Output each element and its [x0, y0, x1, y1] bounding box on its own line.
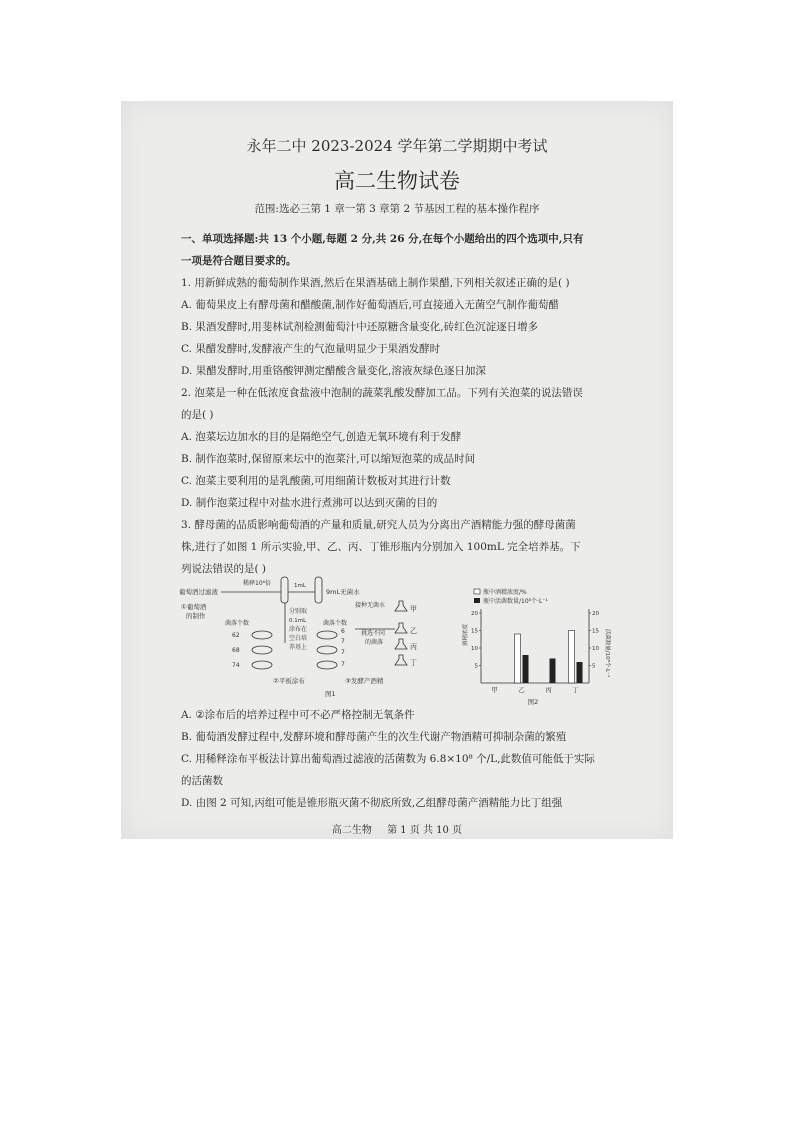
section-heading-line1: 一、单项选择题:共 13 个小题,每题 2 分,共 26 分,在每个小题给出的四个选项中,只有 [181, 233, 584, 245]
y-axis-label-right: 活菌数量/10⁸个·L⁻¹ [604, 628, 610, 678]
q1-option-a: A. 葡萄果皮上有酵母菌和醋酸菌,制作好葡萄酒后,可直接通入无菌空气制作葡萄醋 [181, 299, 559, 311]
fig1-spread-3: 空白培 [289, 635, 308, 642]
q2-option-b: B. 制作泡菜时,保留原来坛中的泡菜汁,可以缩短泡菜的成品时间 [181, 453, 476, 465]
fig1-tube-2 [315, 577, 322, 603]
fig1-flask-label-2: 丙 [410, 643, 417, 651]
fig1-count-2: 74 [232, 662, 240, 669]
fig1-count-1: 68 [232, 647, 240, 654]
q2-option-d: D. 制作泡菜过程中对盐水进行煮沸可以达到灭菌的目的 [181, 497, 438, 509]
exam-subtitle: 高二生物试卷 [334, 169, 460, 193]
fig1-spread-4: 养基上 [289, 644, 308, 651]
fig1-caption: 图1 [325, 690, 336, 698]
fig1-flask-1 [395, 601, 407, 611]
figure-2-chart [459, 583, 609, 707]
y-tick-label-right: 10 [592, 646, 599, 652]
fig1-count2-0: 6 [341, 628, 345, 635]
fig1-spread-0: 分别取 [289, 608, 308, 615]
fig1-flask-label-0: 甲 [410, 605, 417, 613]
fig1-pick-line2: 的菌落 [365, 639, 384, 646]
fig1-step1-line1: ①葡萄酒 [181, 603, 207, 611]
y-tick-label-left: 15 [471, 628, 478, 635]
fig1-plate-2 [252, 646, 272, 654]
fig1-pick-line1: 挑选不同 [361, 630, 386, 637]
q3-option-b: B. 葡萄酒发酵过程中,发酵环境和酵母菌产生的次生代谢产物酒精可抑制杂菌的繁殖 [181, 731, 567, 743]
fig1-count2-1: 7 [341, 638, 345, 645]
footer-page-number: 第 1 页 共 10 页 [387, 825, 463, 836]
exam-page [121, 101, 673, 839]
bar-cells [550, 659, 556, 684]
fig1-step2-label: ②平板涂布 [273, 677, 305, 685]
y-tick-label-right: 5 [592, 663, 596, 670]
y-tick-label-right: 15 [592, 628, 599, 635]
y-tick-label-left: 20 [471, 611, 478, 617]
section-heading-line2: 一项是符合题目要求的。 [181, 255, 297, 267]
x-tick-label: 乙 [518, 686, 525, 694]
fig1-flask-4 [395, 655, 407, 665]
q1-option-d: D. 果醋发酵时,用重铬酸钾测定醋酸含量变化,溶液灰绿色逐日加深 [181, 365, 486, 377]
fig1-spread-1: 0.1mL [289, 618, 307, 624]
bar-alcohol [515, 634, 521, 683]
q3-stem-line1: 3. 酵母菌的品质影响葡萄酒的产量和质量,研究人员为分离出产酒精能力强的酵母菌菌 [181, 519, 576, 531]
fig1-water-label: 9mL无菌水 [326, 588, 360, 596]
q3-stem-line2: 株,进行了如图 1 所示实验,甲、乙、丙、丁锥形瓶内分别加入 100mL 完全培养基。下 [181, 541, 581, 553]
q3-option-c-line2: 的活菌数 [181, 775, 223, 787]
fig1-flask-label-3: 丁 [410, 659, 417, 667]
fig1-step1-line2: 的制作 [186, 612, 206, 620]
fig1-plate-4 [317, 631, 337, 639]
q2-option-a: A. 泡菜坛边加水的目的是隔绝空气,创造无氧环境有利于发酵 [181, 431, 462, 443]
fig1-plate-6 [317, 661, 337, 669]
exam-scope: 范围:选必三第 1 章一第 3 章第 2 节基因工程的基本操作程序 [254, 203, 540, 215]
legend-swatch-alcohol [474, 589, 480, 594]
fig1-filtrate-label: 葡萄酒过滤液 [179, 588, 218, 596]
q3-option-a: A. ②涂布后的培养过程中可不必严格控制无氧条件 [181, 709, 415, 721]
bar-cells [577, 662, 583, 683]
q2-stem-line1: 2. 泡菜是一种在低浓度食盐液中泡制的蔬菜乳酸发酵加工品。下列有关泡菜的说法错误 [181, 387, 583, 399]
fig1-inoculate-label: 接种无菌水 [355, 602, 386, 609]
fig1-count2-2: 7 [341, 649, 345, 656]
legend-label-cells: 瓶中活菌数量/10⁸个·L⁻¹ [483, 598, 548, 605]
fig1-plate-1 [252, 631, 272, 639]
y-axis-label-left: 酒精浓度 [463, 623, 469, 647]
fig1-spread-2: 涂布在 [289, 626, 308, 633]
fig1-volume-label: 1mL [294, 583, 306, 589]
q1-option-c: C. 果醋发酵时,发酵液产生的气泡量明显少于果酒发酵时 [181, 343, 441, 355]
fig1-dilute-label: 稀释10⁶倍 [243, 580, 272, 587]
y-tick-label-left: 10 [471, 646, 478, 652]
y-tick-label-right: 20 [592, 611, 599, 617]
x-tick-label: 丁 [572, 686, 579, 694]
page-footer [121, 821, 673, 836]
chart-plot-area [471, 609, 599, 694]
fig1-count-label: 菌落个数 [225, 620, 250, 627]
exam-title: 永年二中 2023-2024 学年第二学期期中考试 [246, 137, 548, 155]
fig1-flask-3 [395, 639, 407, 649]
legend-label-alcohol: 瓶中酒精浓度/% [483, 589, 527, 596]
q1-option-b: B. 果酒发酵时,用斐林试剂检测葡萄汁中还原糖含量变化,砖红色沉淀逐日增多 [181, 321, 539, 333]
legend-swatch-cells [474, 598, 480, 603]
fig1-flask-label-1: 乙 [410, 627, 417, 635]
x-tick-label: 甲 [491, 686, 498, 694]
figure-1-diagram [177, 573, 477, 701]
fig1-step3-label: ③发酵产酒精 [345, 677, 384, 685]
fig1-tube-1 [281, 577, 288, 603]
chart-caption: 图2 [527, 698, 539, 706]
fig1-count-label-2: 菌落个数 [323, 620, 348, 627]
q2-stem-line2: 的是( ) [181, 409, 214, 421]
bar-alcohol [569, 631, 575, 684]
q3-option-c-line1: C. 用稀释涂布平板法计算出葡萄酒过滤液的活菌数为 6.8×10⁸ 个/L,此数值可能低于实际 [181, 753, 595, 765]
y-tick-label-left: 5 [474, 663, 478, 670]
footer-subject: 高二生物 [331, 825, 372, 836]
q3-stem-line3: 列说法错误的是( ) [181, 563, 267, 575]
fig1-flask-2 [395, 623, 407, 633]
x-tick-label: 丙 [545, 686, 552, 694]
fig1-plate-5 [317, 646, 337, 654]
q3-option-d: D. 由图 2 可知,丙组可能是锥形瓶灭菌不彻底所致,乙组酵母菌产酒精能力比丁组强 [181, 797, 563, 809]
fig1-plate-3 [252, 661, 272, 669]
bar-cells [523, 655, 529, 683]
fig1-count-0: 62 [232, 632, 240, 639]
q1-stem: 1. 用新鲜成熟的葡萄制作果酒,然后在果酒基础上制作果醋,下列相关叙述正确的是( ) [181, 277, 570, 289]
fig1-count2-3: 7 [341, 661, 345, 668]
q2-option-c: C. 泡菜主要利用的是乳酸菌,可用细菌计数板对其进行计数 [181, 475, 451, 487]
